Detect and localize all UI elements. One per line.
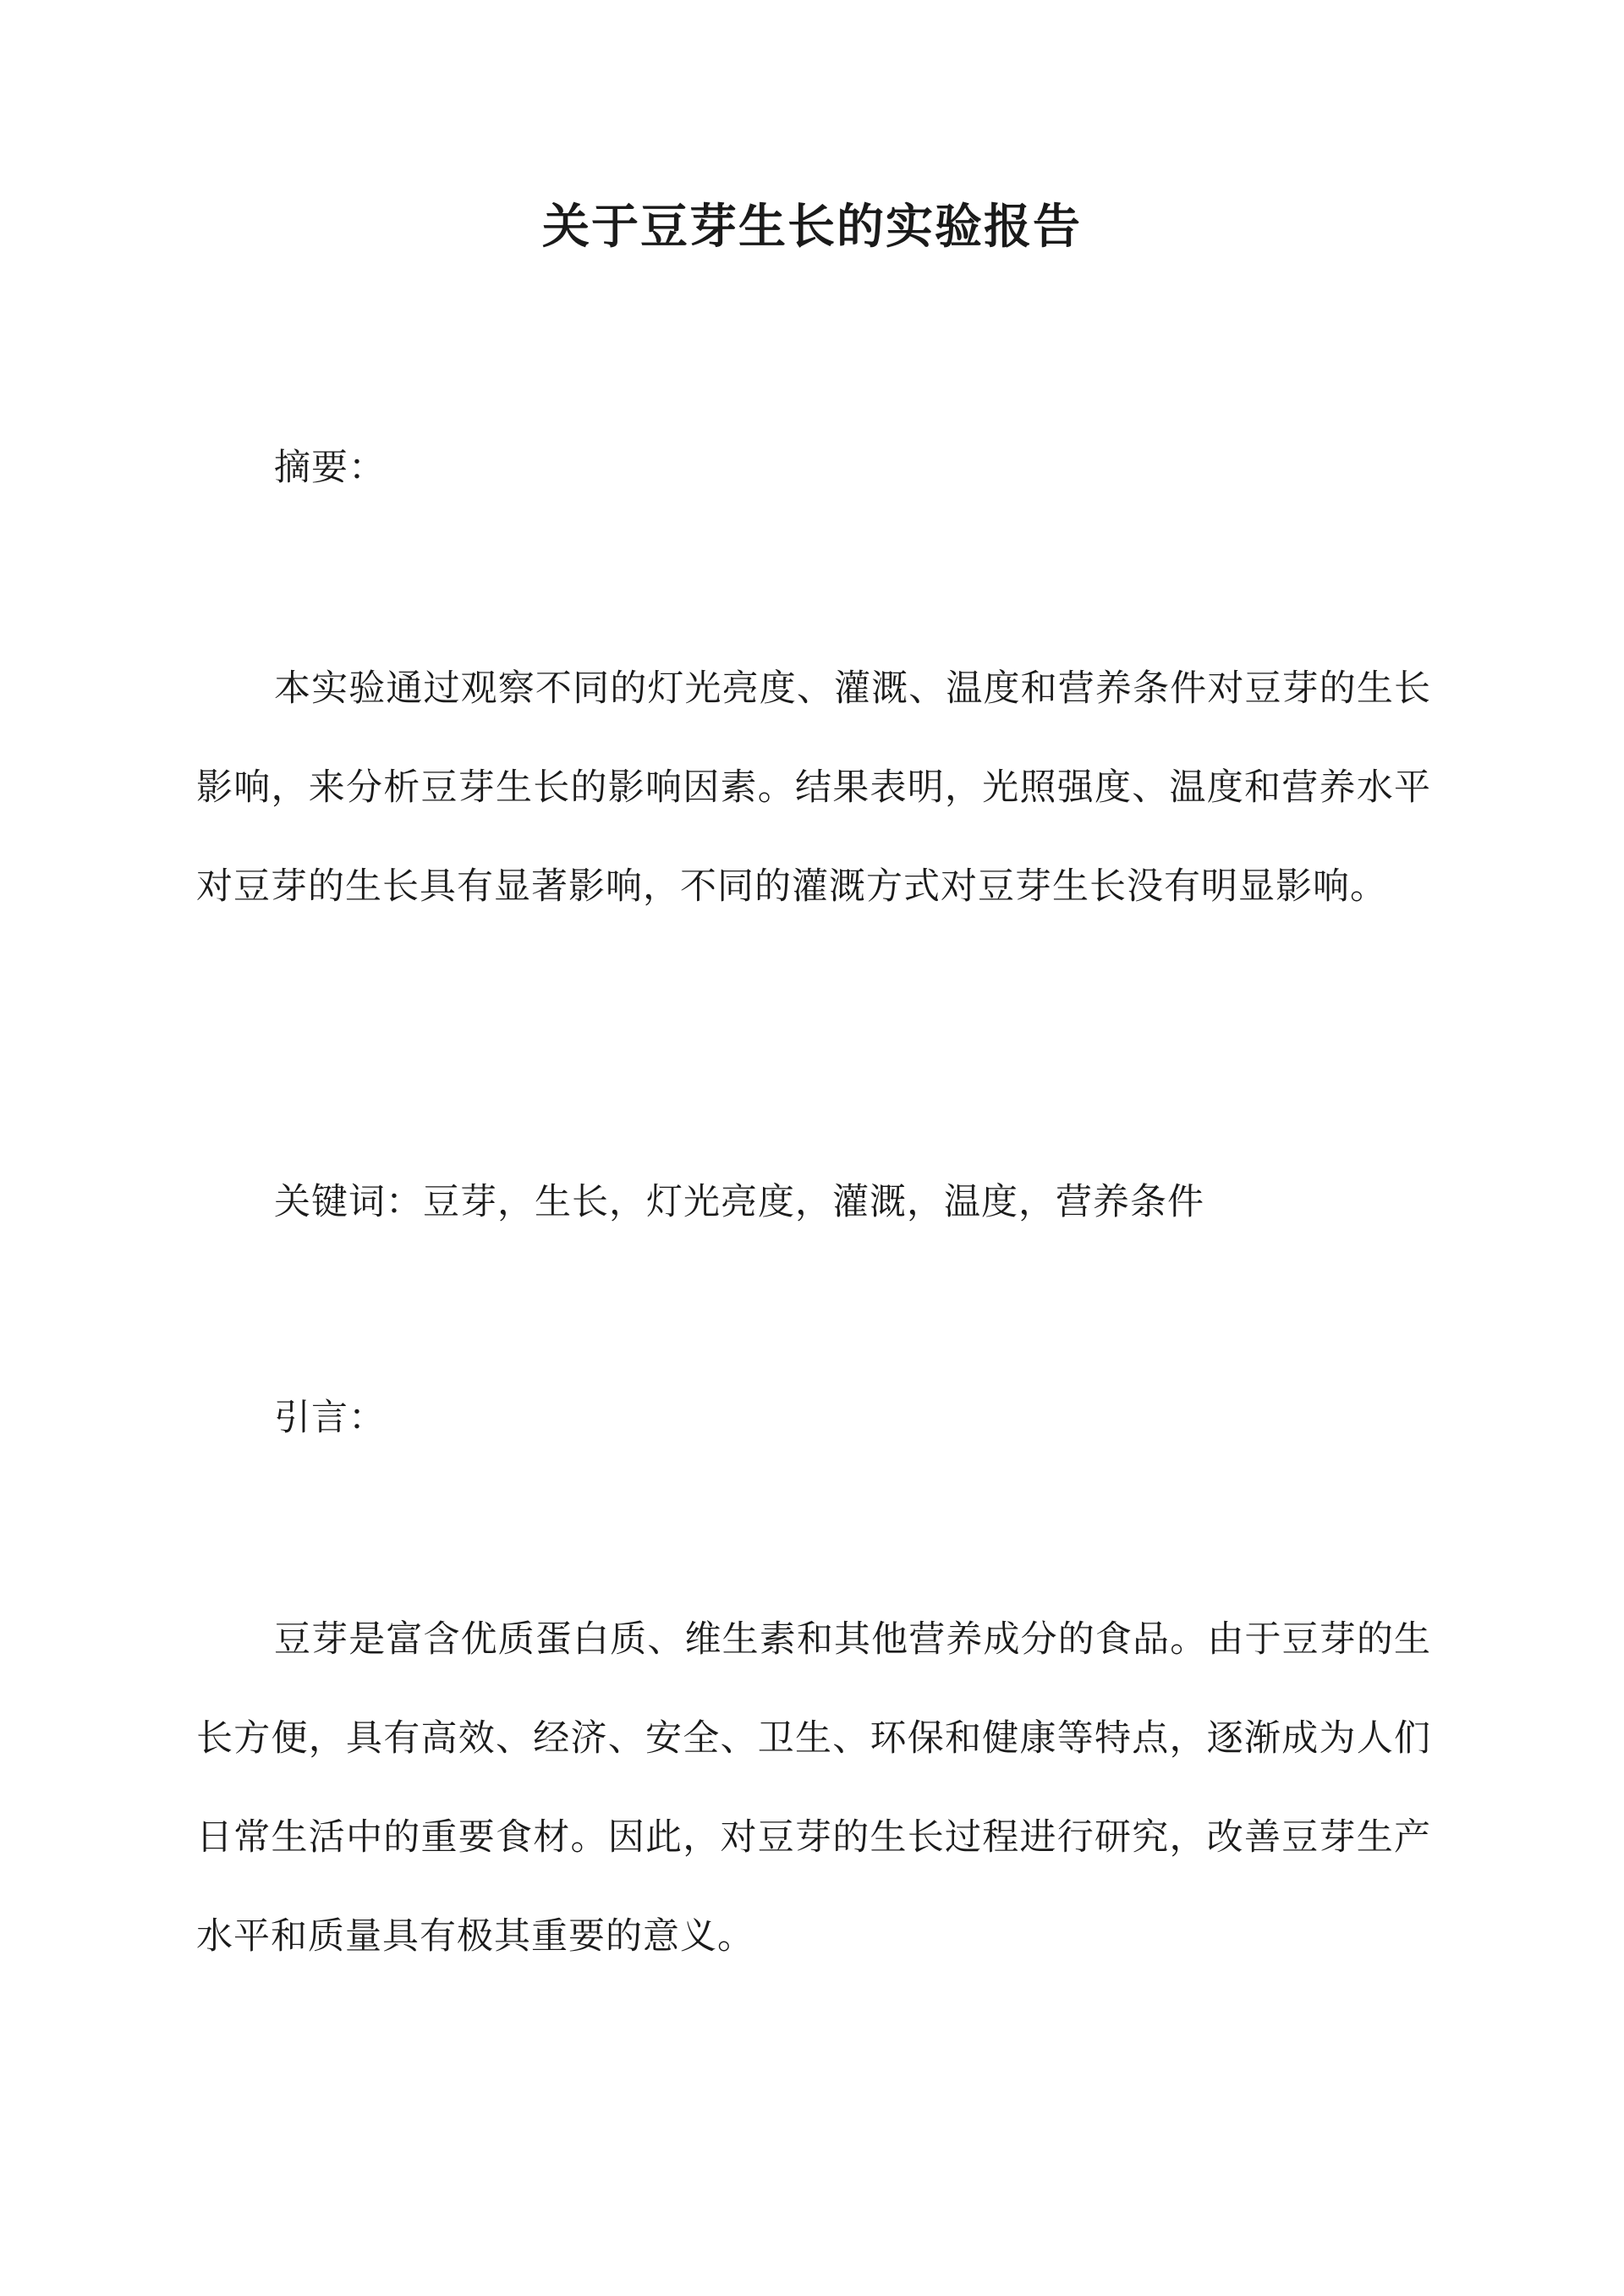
abstract-heading: 摘要： (274, 447, 386, 489)
abstract-paragraph: 本实验通过观察不同的灯光亮度、灌溉、温度和营养条件对豆芽的生长影响，来分析豆芽生长的影响因素。结果表明，光照强度、温度和营养水平对豆芽的生长具有显著影响，不同的灌溉方式对豆芽生长没有明显影响。 (196, 667, 1431, 908)
introduction-heading: 引言： (274, 1397, 386, 1439)
document-title: 关于豆芽生长的实验报告 (542, 199, 1082, 255)
keywords-line: 关键词：豆芽，生长，灯光亮度，灌溉，温度，营养条件 (274, 1181, 1204, 1223)
introduction-paragraph: 豆芽是富含优质蛋白质、维生素和其他营养成分的食品。由于豆芽的生长方便，具有高效、经济、安全、卫生、环保和健康等特点，逐渐成为人们日常生活中的重要食材。因此，对豆芽的生长过程进行研究，改善豆芽生产水平和质量具有极其重要的意义。 (196, 1618, 1431, 1958)
